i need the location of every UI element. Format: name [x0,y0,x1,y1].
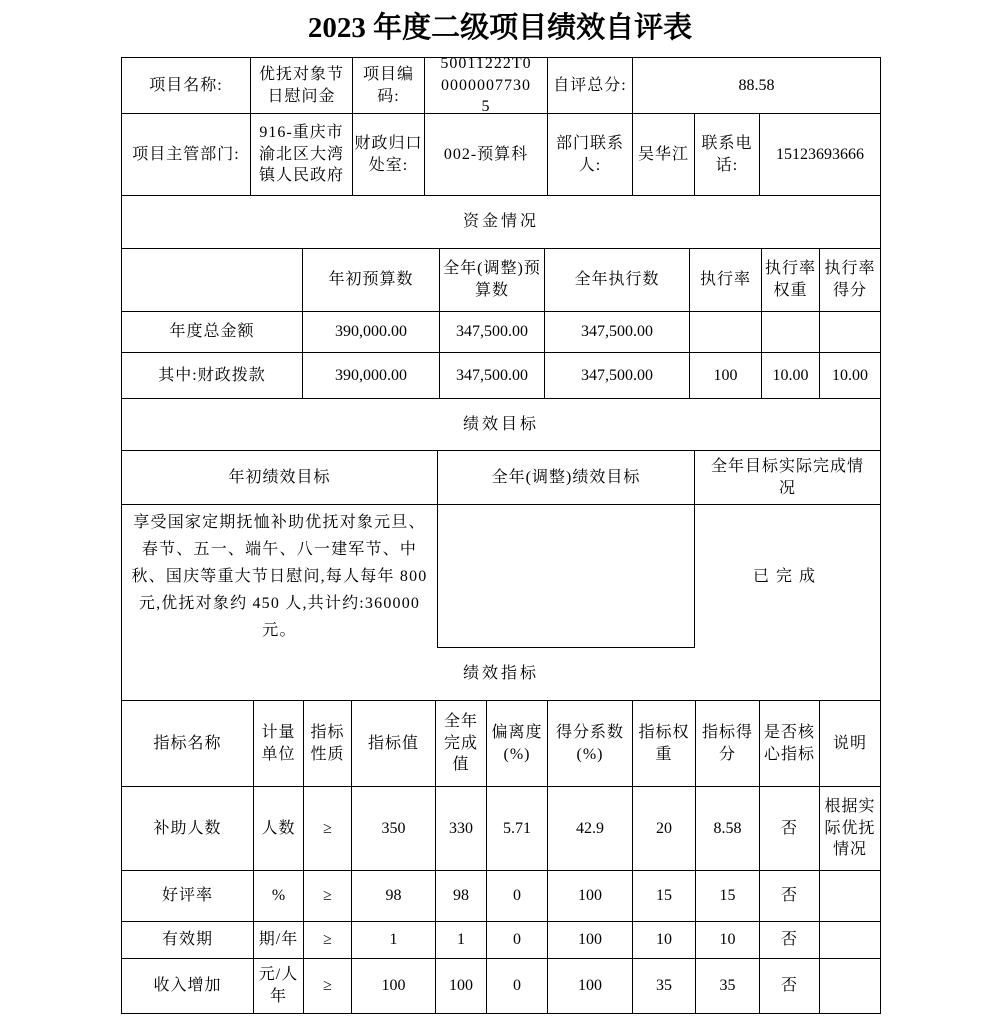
ind-annual-done: 100 [436,959,487,1014]
goals-section-row [122,399,881,451]
ind-nature: ≥ [304,787,352,871]
phone-label: 联系电话: [695,114,760,196]
adjusted-goal-value [438,505,695,648]
ind-weight: 20 [633,787,696,871]
ind-header-name: 指标名称 [122,701,254,787]
funds-total-adjusted: 347,500.00 [440,312,545,353]
funds-header-initial-budget: 年初预算数 [303,249,440,312]
page-title: 2023 年度二级项目绩效自评表 [307,12,693,44]
funds-fiscal-adjusted: 347,500.00 [440,353,545,399]
ind-unit: 期/年 [254,922,304,959]
ind-remark [820,959,881,1014]
ind-unit: 元/人年 [254,959,304,1014]
dept-label: 项目主管部门: [122,114,251,196]
indicator-row-income [122,959,881,1014]
funds-row-fiscal [122,353,881,399]
ind-deviation: 0 [487,959,548,1014]
ind-remark [820,922,881,959]
ind-target: 1 [352,922,436,959]
ind-weight: 15 [633,871,696,922]
contact-value: 吴华江 [633,114,695,196]
finance-office-label: 财政归口处室: [353,114,425,196]
ind-header-weight: 指标权重 [633,701,696,787]
ind-header-core: 是否核心指标 [760,701,820,787]
ind-name: 有效期 [122,922,254,959]
dept-value: 916-重庆市渝北区大湾镇人民政府 [251,114,353,196]
funds-fiscal-initial: 390,000.00 [303,353,440,399]
ind-deviation: 0 [487,871,548,922]
funds-fiscal-label: 其中:财政拨款 [122,353,303,399]
indicators-section-row [122,648,881,701]
ind-header-score: 指标得分 [696,701,760,787]
ind-unit: 人数 [254,787,304,871]
ind-score-coef: 100 [548,871,633,922]
initial-goal-value: 享受国家定期抚恤补助优抚对象元旦、春节、五一、端午、八一建军节、中秋、国庆等重大节日慰问,每人每年 800 元,优抚对象约 450 人,共计约:360000 元。 [122,505,438,648]
ind-score: 15 [696,871,760,922]
department-info-row [122,114,881,196]
ind-annual-done: 1 [436,922,487,959]
ind-name: 好评率 [122,871,254,922]
ind-annual-done: 330 [436,787,487,871]
ind-core: 否 [760,787,820,871]
ind-name: 补助人数 [122,787,254,871]
indicator-row-validity [122,922,881,959]
ind-nature: ≥ [304,959,352,1014]
self-score-label: 自评总分: [548,58,633,114]
funds-fiscal-executed: 347,500.00 [545,353,690,399]
ind-score: 35 [696,959,760,1014]
funds-total-initial: 390,000.00 [303,312,440,353]
goals-content-row [122,505,881,648]
ind-name: 收入增加 [122,959,254,1014]
ind-header-deviation: 偏离度(%) [487,701,548,787]
funds-header-empty [122,249,303,312]
project-code-value: 50011222T000000077305 [425,58,548,114]
project-code-label: 项目编码: [353,58,425,114]
ind-nature: ≥ [304,922,352,959]
ind-unit: % [254,871,304,922]
ind-core: 否 [760,922,820,959]
ind-score-coef: 100 [548,922,633,959]
funds-total-weight [762,312,820,353]
ind-nature: ≥ [304,871,352,922]
document-page [0,6,1000,1014]
ind-weight: 35 [633,959,696,1014]
ind-remark [820,871,881,922]
funds-row-total [122,312,881,353]
ind-deviation: 0 [487,922,548,959]
finance-office-value: 002-预算科 [425,114,548,196]
contact-label: 部门联系人: [548,114,633,196]
actual-completion-value: 已完成 [695,505,881,648]
funds-header-rate-score: 执行率得分 [820,249,881,312]
ind-score-coef: 42.9 [548,787,633,871]
funds-total-label: 年度总金额 [122,312,303,353]
phone-value: 15123693666 [760,114,881,196]
funds-header-exec-rate: 执行率 [690,249,762,312]
ind-header-remark: 说明 [820,701,881,787]
funds-total-rate [690,312,762,353]
ind-header-target: 指标值 [352,701,436,787]
indicator-row-praise [122,871,881,922]
ind-target: 350 [352,787,436,871]
project-info-row [122,58,881,114]
funds-section-title: 资金情况 [122,196,881,249]
ind-target: 100 [352,959,436,1014]
ind-weight: 10 [633,922,696,959]
self-evaluation-table [121,57,881,1014]
goals-header-adjusted: 全年(调整)绩效目标 [438,451,695,505]
ind-score: 10 [696,922,760,959]
ind-score: 8.58 [696,787,760,871]
indicator-row-subsidy [122,787,881,871]
funds-header-adjusted-budget: 全年(调整)预算数 [440,249,545,312]
ind-header-annual-done: 全年完成值 [436,701,487,787]
project-name-value: 优抚对象节日慰问金 [251,58,353,114]
indicators-section-title: 绩效指标 [122,648,881,701]
funds-fiscal-rate: 100 [690,353,762,399]
goals-header-completion: 全年目标实际完成情况 [695,451,881,505]
self-score-value: 88.58 [633,58,881,114]
ind-score-coef: 100 [548,959,633,1014]
goals-header-row [122,451,881,505]
funds-header-row [122,249,881,312]
indicators-header-row [122,701,881,787]
ind-core: 否 [760,959,820,1014]
ind-header-score-coef: 得分系数(%) [548,701,633,787]
funds-fiscal-score: 10.00 [820,353,881,399]
goals-section-title: 绩效目标 [122,399,881,451]
ind-header-nature: 指标性质 [304,701,352,787]
funds-fiscal-weight: 10.00 [762,353,820,399]
goals-header-initial: 年初绩效目标 [122,451,438,505]
funds-total-executed: 347,500.00 [545,312,690,353]
ind-deviation: 5.71 [487,787,548,871]
funds-header-executed: 全年执行数 [545,249,690,312]
ind-header-unit: 计量单位 [254,701,304,787]
funds-total-score [820,312,881,353]
ind-remark: 根据实际优抚情况 [820,787,881,871]
project-name-label: 项目名称: [122,58,251,114]
ind-target: 98 [352,871,436,922]
ind-annual-done: 98 [436,871,487,922]
ind-core: 否 [760,871,820,922]
funds-section-row [122,196,881,249]
funds-header-rate-weight: 执行率权重 [762,249,820,312]
